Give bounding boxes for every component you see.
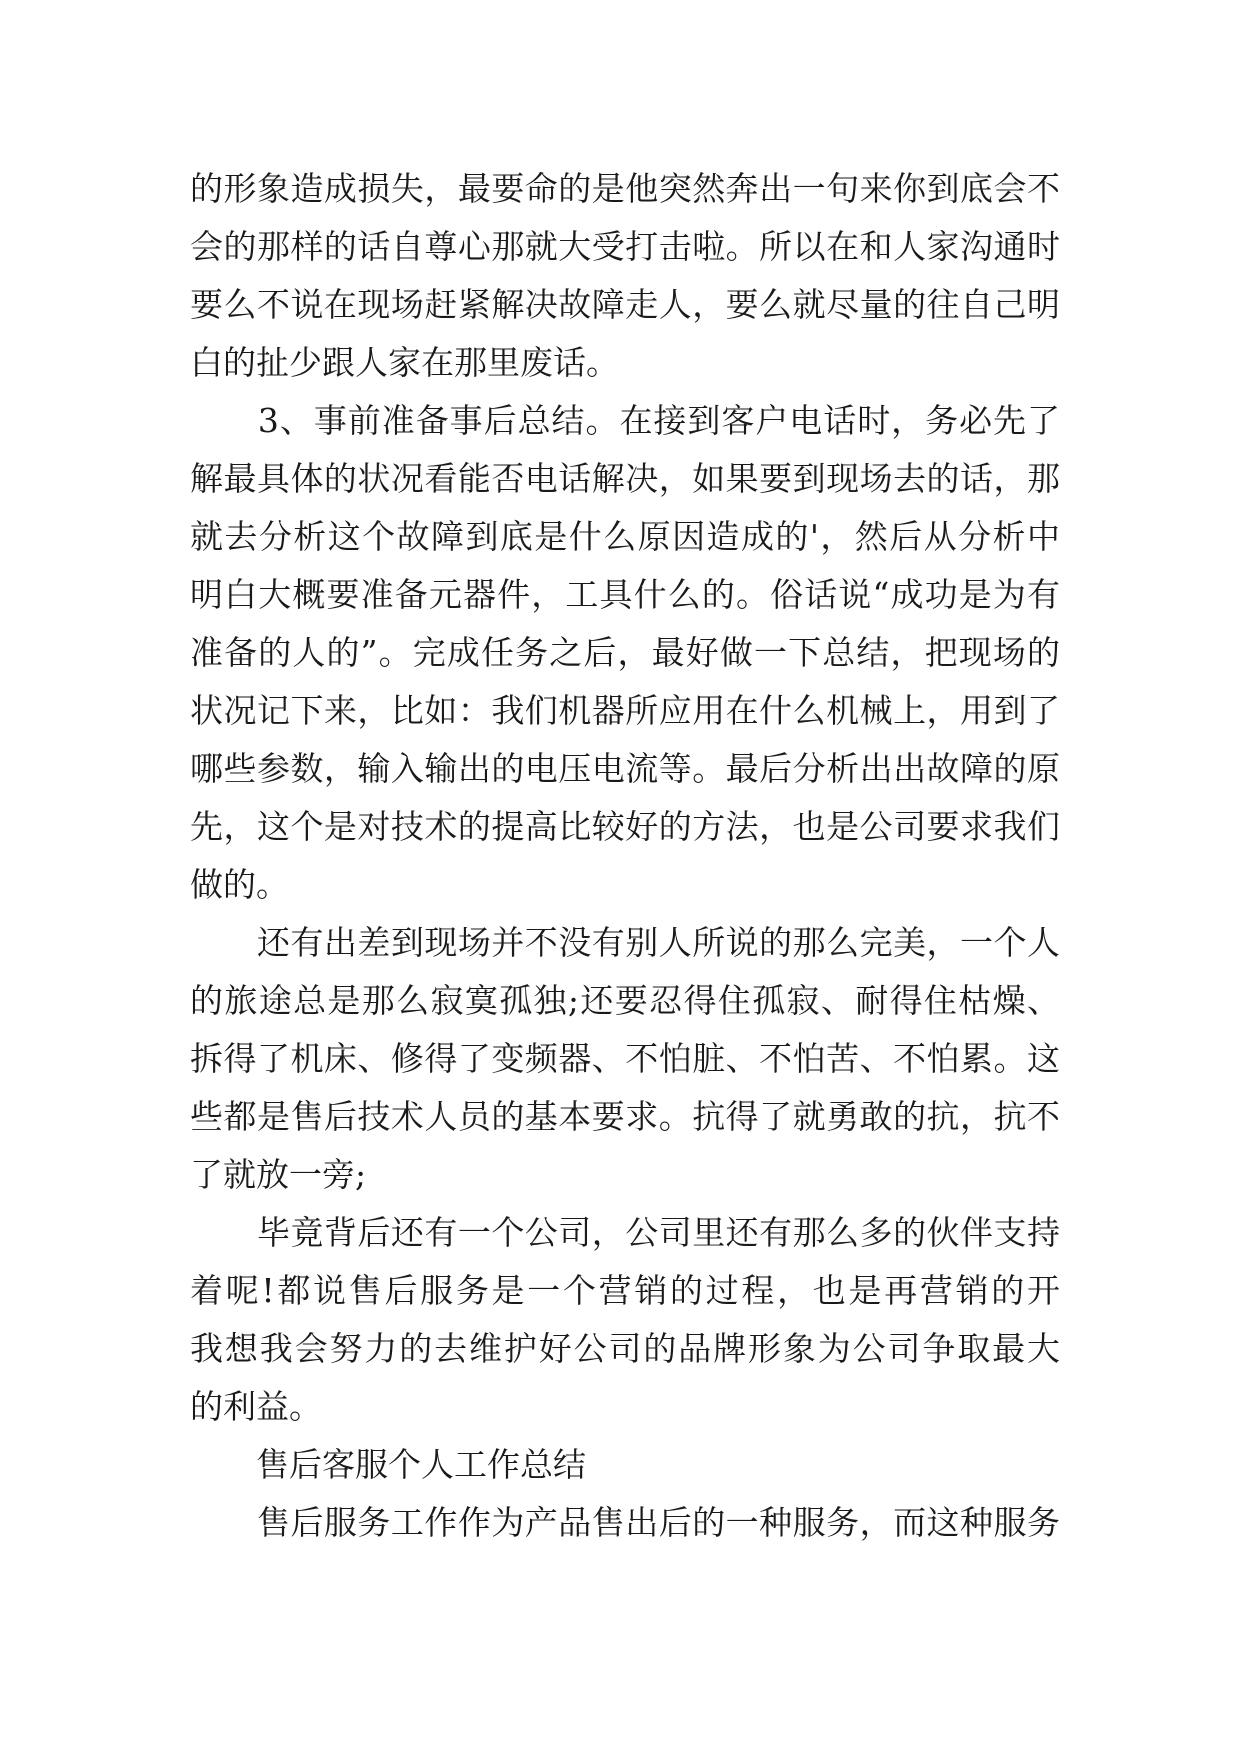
text-line: 我想我会努力的去维护好公司的品牌形象为公司争取最大 — [190, 1329, 1060, 1368]
text-line: 哪些参数，输入输出的电压电流等。最后分析出出故障的原 — [190, 749, 1060, 788]
text-line: 的形象造成损失，最要命的是他突然奔出一句来你到底会不 — [190, 169, 1060, 208]
text-line: 的利益。 — [190, 1387, 322, 1426]
text-line: 就去分析这个故障到底是什么原因造成的'，然后从分析中 — [190, 517, 1060, 556]
text-line: 拆得了机床、修得了变频器、不怕脏、不怕苦、不怕累。这 — [190, 1039, 1060, 1078]
text-line: 了就放一旁; — [190, 1155, 367, 1194]
text-line: 要么不说在现场赶紧解决故障走人，要么就尽量的往自己明 — [190, 285, 1060, 324]
text-line: 白的扯少跟人家在那里废话。 — [190, 343, 619, 382]
text-line: 毕竟背后还有一个公司，公司里还有那么多的伙伴支持 — [190, 1213, 1060, 1252]
text-line: 还有出差到现场并不没有别人所说的那么完美，一个人 — [190, 923, 1060, 962]
text-line: 准备的人的”。完成任务之后，最好做一下总结，把现场的 — [190, 633, 1060, 672]
text-line: 状况记下来，比如：我们机器所应用在什么机械上，用到了 — [190, 691, 1060, 730]
text-line: 做的。 — [190, 865, 289, 904]
text-line: 先，这个是对技术的提高比较好的方法，也是公司要求我们 — [190, 807, 1060, 846]
text-line: 3、事前准备事后总结。在接到客户电话时，务必先了 — [190, 401, 1060, 440]
text-line: 的旅途总是那么寂寞孤独;还要忍得住孤寂、耐得住枯燥、 — [190, 981, 1060, 1020]
section-heading: 售后客服个人工作总结 — [190, 1445, 586, 1484]
document-body — [190, 160, 1060, 1552]
text-line: 解最具体的状况看能否电话解决，如果要到现场去的话，那 — [190, 459, 1060, 498]
text-line: 会的那样的话自尊心那就大受打击啦。所以在和人家沟通时 — [190, 227, 1060, 266]
text-line: 售后服务工作作为产品售出后的一种服务，而这种服务 — [190, 1503, 1060, 1542]
text-line: 明白大概要准备元器件，工具什么的。俗话说“成功是为有 — [190, 575, 1060, 614]
text-line: 着呢!都说售后服务是一个营销的过程，也是再营销的开 — [190, 1271, 1060, 1310]
text-line: 些都是售后技术人员的基本要求。抗得了就勇敢的抗，抗不 — [190, 1097, 1060, 1136]
